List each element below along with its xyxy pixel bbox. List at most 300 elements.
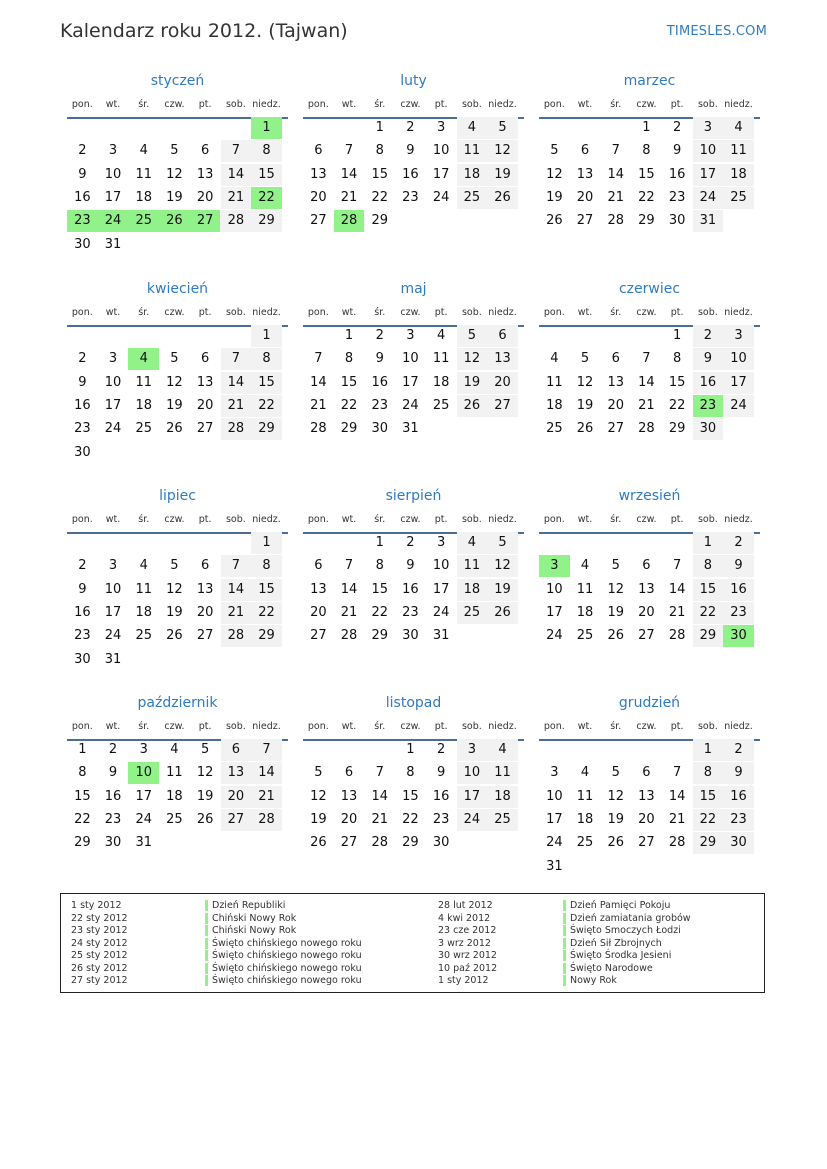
day-cell: 12 — [166, 581, 183, 597]
weekday-label: śr. — [610, 514, 622, 525]
weekday-label: niedz. — [488, 99, 517, 110]
day-cell: 26 — [576, 421, 594, 437]
legend-holiday-name: Święto chińskiego nowego roku — [205, 975, 362, 986]
day-cell: 11 — [432, 351, 450, 367]
weekday-label: czw. — [636, 307, 657, 318]
month-name: maj — [400, 281, 427, 297]
legend-holiday-name: Nowy Rok — [563, 975, 617, 986]
weekday-label: wt. — [341, 307, 357, 318]
weekday-label: sob. — [461, 721, 482, 732]
weekday-label: sob. — [225, 514, 246, 525]
day-cell: 19 — [457, 372, 488, 394]
day-cell: 28 — [668, 835, 686, 851]
weekday-label: niedz. — [252, 514, 281, 525]
day-cell: 6 — [201, 558, 210, 574]
day-cell: 25 — [487, 809, 518, 831]
weekday-label: wt. — [577, 307, 593, 318]
day-cell: 4 — [580, 558, 590, 574]
day-cell: 24 — [457, 809, 488, 831]
day-cell: 29 — [693, 832, 724, 854]
weekday-label: czw. — [400, 514, 421, 525]
legend-holiday-date: 24 sty 2012 — [71, 937, 128, 949]
day-cell: 9 — [108, 765, 118, 781]
weekday-label: pt. — [198, 99, 212, 110]
day-cell: 4 — [487, 739, 518, 761]
brand-logo-text[interactable]: TIMESLES.COM — [666, 24, 767, 39]
day-cell: 13 — [487, 348, 518, 370]
day-cell: 11 — [166, 765, 183, 781]
day-cell: 30 — [74, 651, 91, 667]
day-cell: 12 — [310, 788, 327, 804]
day-cell: 19 — [196, 788, 214, 804]
day-cell: 6 — [314, 143, 323, 159]
day-cell: 6 — [487, 325, 518, 347]
legend-holiday-name: Dzień zamiatania grobów — [563, 913, 691, 924]
day-cell: 24 — [723, 395, 754, 417]
day-cell: 27 — [221, 809, 252, 831]
day-cell: 16 — [693, 372, 724, 394]
day-cell: 6 — [642, 765, 651, 781]
legend-right-names — [563, 900, 691, 988]
weekday-label: sob. — [697, 307, 718, 318]
day-cell: 26 — [607, 835, 624, 851]
day-cell: 2 — [406, 535, 415, 550]
day-cell: 23 — [371, 397, 388, 413]
day-cell: 21 — [638, 397, 655, 413]
day-cell: 24 — [693, 187, 724, 209]
day-cell: 9 — [406, 558, 415, 574]
day-cell: 15 — [251, 579, 282, 601]
day-cell: 4 — [457, 117, 488, 139]
day-cell: 22 — [402, 811, 419, 827]
legend-holiday-name: Święto Narodowe — [563, 963, 653, 974]
day-cell: 30 — [432, 835, 450, 851]
day-cell: 30 — [371, 421, 388, 437]
legend-holiday-date: 25 sty 2012 — [71, 950, 128, 961]
day-cell: 18 — [166, 788, 183, 804]
day-cell: 14 — [668, 581, 686, 597]
day-cell: 26 — [196, 811, 214, 827]
day-cell: 7 — [673, 765, 682, 781]
weekday-label: wt. — [577, 514, 593, 525]
weekday-label: niedz. — [724, 721, 753, 732]
weekday-label: niedz. — [252, 99, 281, 110]
day-cell: 20 — [638, 604, 655, 620]
day-cell: 18 — [576, 811, 594, 827]
weekday-label: śr. — [374, 307, 386, 318]
day-cell: 8 — [406, 765, 415, 781]
day-cell: 28 — [221, 210, 252, 232]
day-cell: 19 — [166, 189, 183, 205]
day-cell: 1 — [642, 120, 651, 135]
day-cell: 11 — [576, 581, 594, 597]
legend-holiday-name: Chiński Nowy Rok — [205, 925, 296, 936]
day-cell: 7 — [221, 555, 252, 577]
day-cell: 29 — [251, 210, 282, 232]
weekday-label: czw. — [400, 721, 421, 732]
day-cell: 17 — [457, 786, 488, 808]
day-cell: 31 — [693, 210, 724, 232]
day-cell: 22 — [251, 395, 282, 417]
day-cell: 1 — [344, 328, 354, 343]
day-cell: 3 — [723, 325, 754, 347]
day-cell: 24 — [546, 835, 563, 851]
day-cell: 14 — [638, 374, 655, 390]
day-cell: 25 — [457, 187, 488, 209]
day-cell: 11 — [457, 555, 488, 577]
weekday-label: czw. — [400, 99, 421, 110]
day-cell: 9 — [375, 351, 384, 367]
legend-right-dates — [438, 900, 497, 988]
weekday-label: niedz. — [252, 307, 281, 318]
day-cell: 10 — [723, 348, 754, 370]
day-cell: 29 — [251, 418, 282, 440]
day-cell: 14 — [668, 788, 686, 804]
weekday-label: sob. — [697, 514, 718, 525]
day-cell: 9 — [693, 348, 724, 370]
day-cell: 22 — [371, 189, 388, 205]
day-cell: 19 — [607, 811, 624, 827]
day-cell: 29 — [402, 835, 419, 851]
weekday-label: śr. — [610, 307, 622, 318]
day-cell: 19 — [546, 189, 563, 205]
day-cell: 17 — [432, 166, 450, 182]
day-cell: 15 — [251, 164, 282, 186]
day-cell: 20 — [196, 397, 214, 413]
day-cell: 2 — [437, 742, 446, 757]
day-cell: 2 — [108, 742, 118, 757]
holiday-day-cell: 22 — [251, 187, 282, 209]
weekday-label: sob. — [225, 99, 246, 110]
day-cell: 24 — [104, 421, 122, 437]
day-cell: 20 — [221, 786, 252, 808]
weekday-label: pon. — [71, 514, 93, 525]
weekday-label: wt. — [105, 99, 121, 110]
day-cell: 7 — [251, 739, 282, 761]
day-cell: 9 — [723, 555, 754, 577]
day-cell: 8 — [673, 351, 682, 367]
day-cell: 1 — [375, 120, 384, 135]
day-cell: 8 — [375, 558, 384, 574]
day-cell: 7 — [344, 558, 354, 574]
day-cell: 17 — [693, 164, 724, 186]
day-cell: 12 — [166, 374, 183, 390]
holiday-day-cell: 24 — [98, 210, 129, 232]
day-cell: 24 — [135, 811, 152, 827]
day-cell: 1 — [406, 742, 415, 757]
holiday-day-cell: 10 — [128, 762, 159, 784]
day-cell: 26 — [166, 628, 183, 644]
day-cell: 14 — [251, 762, 282, 784]
weekday-label: sob. — [697, 99, 718, 110]
day-cell: 27 — [638, 835, 655, 851]
day-cell: 19 — [487, 164, 518, 186]
day-cell: 2 — [406, 120, 415, 135]
day-cell: 3 — [108, 558, 118, 574]
day-cell: 9 — [78, 166, 87, 182]
weekday-label: pon. — [307, 721, 329, 732]
weekday-label: wt. — [341, 514, 357, 525]
day-cell: 5 — [550, 143, 559, 159]
holiday-day-cell: 30 — [723, 625, 754, 647]
day-cell: 21 — [371, 811, 388, 827]
day-cell: 4 — [437, 328, 446, 343]
day-cell: 30 — [74, 236, 91, 252]
weekday-label: pon. — [71, 99, 93, 110]
weekday-label: pt. — [434, 99, 448, 110]
weekday-label: czw. — [636, 99, 657, 110]
day-cell: 31 — [104, 651, 122, 667]
day-cell: 3 — [550, 765, 559, 781]
day-cell: 18 — [487, 786, 518, 808]
weekday-label: pon. — [543, 307, 565, 318]
day-cell: 20 — [196, 604, 214, 620]
month-name: listopad — [385, 695, 442, 711]
day-cell: 13 — [607, 374, 624, 390]
weekday-label: czw. — [164, 307, 185, 318]
day-cell: 23 — [723, 602, 754, 624]
day-cell: 10 — [432, 143, 450, 159]
month-name: styczeń — [150, 73, 205, 89]
weekday-label: czw. — [636, 721, 657, 732]
day-cell: 1 — [693, 739, 724, 761]
weekday-label: pon. — [543, 721, 565, 732]
day-cell: 2 — [78, 351, 87, 367]
day-cell: 14 — [221, 164, 252, 186]
day-cell: 31 — [104, 236, 122, 252]
day-cell: 1 — [693, 532, 724, 554]
holiday-day-cell: 28 — [334, 210, 365, 232]
day-cell: 28 — [221, 625, 252, 647]
day-cell: 25 — [166, 811, 183, 827]
day-cell: 5 — [170, 558, 179, 574]
weekday-label: pt. — [198, 307, 212, 318]
weekday-label: niedz. — [724, 514, 753, 525]
day-cell: 21 — [668, 811, 686, 827]
day-cell: 13 — [638, 581, 655, 597]
day-cell: 20 — [310, 604, 327, 620]
weekday-label: niedz. — [252, 721, 281, 732]
weekday-label: śr. — [610, 99, 622, 110]
day-cell: 5 — [170, 143, 179, 159]
day-cell: 22 — [74, 811, 91, 827]
legend-holiday-name: Święto Środka Jesieni — [563, 950, 671, 961]
weekday-label: pt. — [434, 514, 448, 525]
legend-holiday-date: 30 wrz 2012 — [438, 950, 497, 961]
day-cell: 7 — [221, 140, 252, 162]
day-cell: 14 — [221, 372, 252, 394]
day-cell: 28 — [638, 421, 655, 437]
weekday-label: sob. — [461, 99, 482, 110]
day-cell: 15 — [251, 372, 282, 394]
day-cell: 18 — [723, 164, 754, 186]
weekday-label: czw. — [400, 307, 421, 318]
day-cell: 15 — [693, 786, 724, 808]
weekday-label: pt. — [670, 99, 684, 110]
day-cell: 16 — [432, 788, 450, 804]
day-cell: 16 — [104, 788, 122, 804]
day-cell: 1 — [251, 532, 282, 554]
day-cell: 30 — [104, 835, 122, 851]
day-cell: 10 — [402, 351, 419, 367]
day-cell: 19 — [310, 811, 327, 827]
day-cell: 14 — [340, 166, 358, 182]
day-cell: 3 — [437, 120, 446, 135]
weekday-label: pon. — [71, 307, 93, 318]
day-cell: 28 — [371, 835, 388, 851]
day-cell: 8 — [78, 765, 87, 781]
day-cell: 22 — [371, 604, 388, 620]
day-cell: 5 — [487, 532, 518, 554]
weekday-label: wt. — [577, 721, 593, 732]
month-name: październik — [137, 695, 218, 711]
day-cell: 17 — [546, 604, 563, 620]
month-name: marzec — [623, 73, 676, 89]
day-cell: 6 — [201, 351, 210, 367]
day-cell: 28 — [668, 628, 686, 644]
day-cell: 26 — [607, 628, 624, 644]
legend-holiday-date: 1 sty 2012 — [71, 900, 122, 911]
legend-holiday-name: Chiński Nowy Rok — [205, 913, 296, 924]
legend-left-names — [205, 900, 362, 988]
weekday-label: niedz. — [724, 99, 753, 110]
weekday-label: wt. — [105, 307, 121, 318]
day-cell: 10 — [546, 581, 563, 597]
holiday-day-cell: 3 — [539, 555, 570, 577]
day-cell: 26 — [487, 602, 518, 624]
day-cell: 11 — [576, 788, 594, 804]
day-cell: 19 — [576, 397, 594, 413]
weekday-label: śr. — [374, 721, 386, 732]
weekday-label: wt. — [105, 514, 121, 525]
day-cell: 3 — [108, 351, 118, 367]
day-cell: 24 — [546, 628, 563, 644]
day-cell: 10 — [693, 140, 724, 162]
day-cell: 8 — [251, 348, 282, 370]
day-cell: 23 — [104, 811, 122, 827]
weekday-label: pt. — [670, 721, 684, 732]
page-title: Kalendarz roku 2012. (Tajwan) — [60, 20, 348, 42]
day-cell: 5 — [487, 117, 518, 139]
day-cell: 13 — [638, 788, 655, 804]
day-cell: 3 — [108, 143, 118, 159]
day-cell: 19 — [487, 579, 518, 601]
legend-holiday-date: 10 paź 2012 — [438, 962, 498, 974]
weekday-label: pt. — [198, 721, 212, 732]
day-cell: 13 — [576, 166, 594, 182]
legend-holiday-date: 4 kwi 2012 — [438, 912, 491, 924]
weekday-label: śr. — [610, 721, 622, 732]
weekday-label: sob. — [461, 514, 482, 525]
holiday-day-cell: 25 — [128, 210, 159, 232]
day-cell: 1 — [673, 328, 682, 343]
day-cell: 13 — [196, 374, 214, 390]
day-cell: 18 — [546, 397, 563, 413]
day-cell: 12 — [487, 555, 518, 577]
day-cell: 13 — [310, 581, 327, 597]
day-cell: 21 — [340, 189, 358, 205]
day-cell: 30 — [693, 418, 724, 440]
day-cell: 29 — [371, 628, 388, 644]
day-cell: 8 — [375, 143, 384, 159]
day-cell: 24 — [432, 604, 450, 620]
day-cell: 3 — [406, 328, 415, 343]
day-cell: 16 — [723, 579, 754, 601]
weekday-label: niedz. — [488, 514, 517, 525]
day-cell: 9 — [78, 581, 87, 597]
day-cell: 12 — [546, 166, 563, 182]
day-cell: 10 — [546, 788, 563, 804]
day-cell: 16 — [402, 166, 419, 182]
day-cell: 31 — [546, 858, 563, 874]
weekday-label: pt. — [434, 721, 448, 732]
day-cell: 2 — [78, 558, 87, 574]
day-cell: 15 — [668, 374, 686, 390]
weekday-label: niedz. — [724, 307, 753, 318]
day-cell: 17 — [402, 374, 419, 390]
day-cell: 7 — [642, 351, 651, 367]
weekday-label: wt. — [577, 99, 593, 110]
month-name: luty — [400, 73, 427, 89]
legend-holiday-name: Dzień Sił Zbrojnych — [563, 938, 662, 949]
day-cell: 11 — [457, 140, 488, 162]
day-cell: 17 — [135, 788, 152, 804]
legend-holiday-date: 28 lut 2012 — [438, 900, 493, 911]
day-cell: 28 — [340, 628, 358, 644]
day-cell: 29 — [340, 421, 358, 437]
weekday-label: czw. — [636, 514, 657, 525]
day-cell: 5 — [170, 351, 179, 367]
day-cell: 17 — [432, 581, 450, 597]
day-cell: 5 — [314, 765, 323, 781]
day-cell: 12 — [487, 140, 518, 162]
weekday-label: pon. — [71, 721, 93, 732]
day-cell: 15 — [371, 166, 388, 182]
day-cell: 18 — [135, 397, 152, 413]
month-name: lipiec — [159, 488, 196, 504]
month-name: kwiecień — [146, 281, 209, 297]
day-cell: 25 — [135, 421, 152, 437]
legend-left-dates — [71, 900, 128, 988]
day-cell: 16 — [74, 604, 91, 620]
day-cell: 16 — [371, 374, 388, 390]
day-cell: 10 — [432, 558, 450, 574]
day-cell: 10 — [104, 166, 122, 182]
weekday-label: śr. — [138, 99, 150, 110]
weekday-label: pon. — [307, 307, 329, 318]
legend-holiday-name: Święto chińskiego nowego roku — [205, 938, 362, 949]
day-cell: 10 — [104, 374, 122, 390]
day-cell: 23 — [74, 628, 91, 644]
day-cell: 9 — [673, 143, 682, 159]
day-cell: 11 — [135, 581, 152, 597]
legend-holiday-name: Święto Smoczych Łodzi — [563, 925, 681, 936]
day-cell: 21 — [251, 786, 282, 808]
day-cell: 13 — [221, 762, 252, 784]
weekday-label: śr. — [374, 514, 386, 525]
day-cell: 30 — [402, 628, 419, 644]
day-cell: 25 — [457, 602, 488, 624]
weekday-label: pon. — [543, 514, 565, 525]
weekday-label: śr. — [138, 721, 150, 732]
day-cell: 29 — [371, 213, 388, 229]
day-cell: 30 — [74, 444, 91, 460]
weekday-label: śr. — [138, 514, 150, 525]
day-cell: 5 — [201, 742, 210, 757]
day-cell: 16 — [74, 397, 91, 413]
holiday-legend — [60, 893, 765, 993]
weekday-label: wt. — [341, 721, 357, 732]
